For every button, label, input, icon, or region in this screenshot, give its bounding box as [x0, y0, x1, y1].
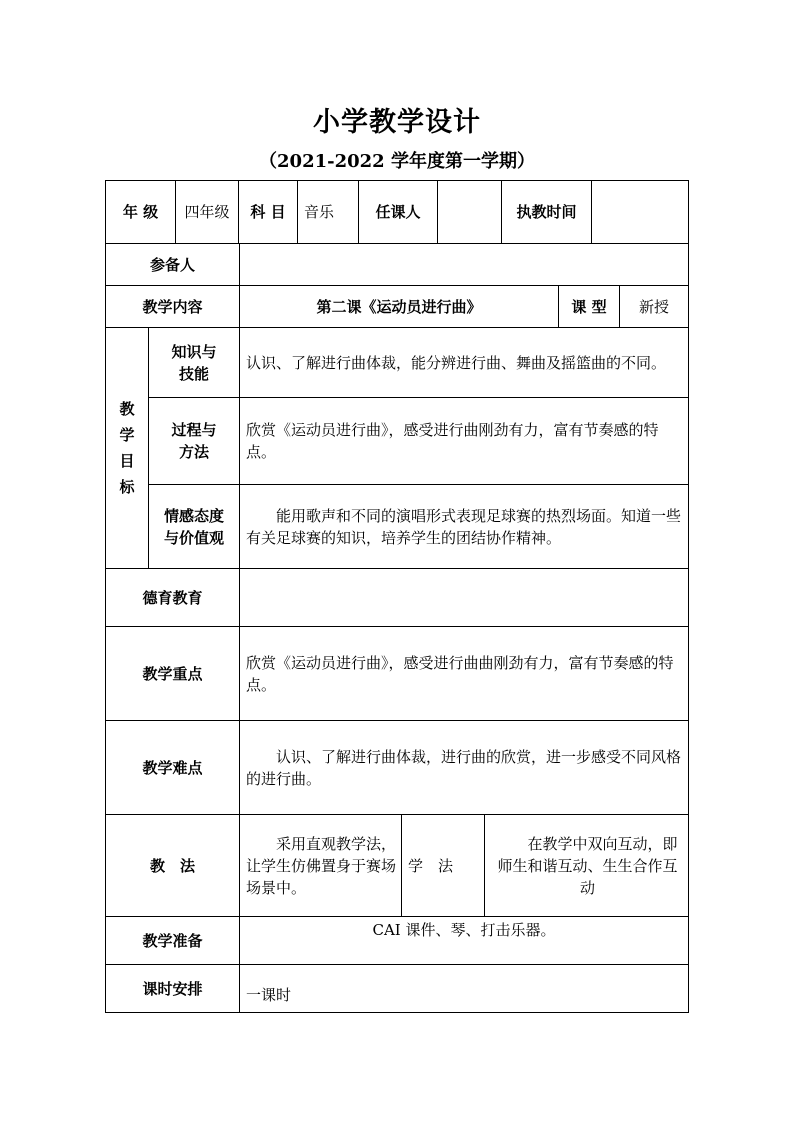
- objective-name-attitude: 情感态度 与价值观: [163, 506, 224, 547]
- teacher-label: 任课人: [375, 203, 421, 221]
- content-label: 教学内容: [142, 297, 203, 316]
- teaching-time-value: [592, 181, 688, 243]
- objectives-label: 教 学 目 标: [119, 400, 135, 496]
- moral-value: [240, 569, 688, 626]
- teacher-value: [438, 181, 501, 243]
- document-title: 小学教学设计: [313, 107, 481, 138]
- subject-label: 科 目: [250, 203, 286, 221]
- teaching-method-label: 教 法: [149, 856, 195, 875]
- objective-name-knowledge: 知识与 技能: [171, 342, 217, 383]
- schedule-value: 一课时: [246, 986, 292, 1004]
- difficulties-value: 认识、了解进行曲体裁，进行曲的欣赏，进一步感受不同风格的进行曲。: [246, 747, 682, 788]
- preparation-label: 教学准备: [142, 931, 203, 950]
- difficulties-label: 教学难点: [142, 758, 203, 777]
- learning-method-value: 在教学中双向互动，即师生和谐互动、生生合作互动: [497, 834, 678, 897]
- teaching-method-value: 采用直观教学法，让学生仿佛置身于赛场场景中。: [246, 834, 397, 897]
- objective-text-process: 欣赏《运动员进行曲》，感受进行曲刚劲有力，富有节奏感的特点。: [246, 421, 659, 461]
- schedule-label: 课时安排: [142, 979, 203, 998]
- objective-name-process: 过程与 方法: [171, 421, 217, 461]
- grade-value: 四年级: [184, 203, 230, 221]
- preparation-value: CAI 课件、琴、打击乐器。: [372, 921, 556, 939]
- participants-value: [240, 244, 688, 285]
- moral-label: 德育教育: [142, 588, 203, 607]
- key-points-value: 欣赏《运动员进行曲》，感受进行曲曲刚劲有力，富有节奏感的特点。: [246, 653, 674, 694]
- subject-value: 音乐: [304, 203, 335, 221]
- teaching-time-label: 执教时间: [516, 203, 577, 221]
- grade-label: 年 级: [122, 203, 159, 221]
- objective-text-knowledge: 认识、了解进行曲体裁，能分辨进行曲、舞曲及摇篮曲的不同。: [246, 353, 667, 372]
- course-type-value: 新授: [638, 297, 669, 316]
- learning-method-label: 学 法: [408, 856, 454, 875]
- key-points-label: 教学重点: [142, 664, 203, 683]
- course-type-label: 课 型: [571, 297, 607, 316]
- objective-text-attitude: 能用歌声和不同的演唱形式表现足球赛的热烈场面。知道一些有关足球赛的知识，培养学生的团结协作精神。: [246, 506, 682, 547]
- document-subtitle: （2021-2022 学年度第一学期）: [259, 151, 535, 172]
- participants-label: 参备人: [149, 255, 195, 274]
- content-value: 第二课《运动员进行曲》: [316, 297, 482, 316]
